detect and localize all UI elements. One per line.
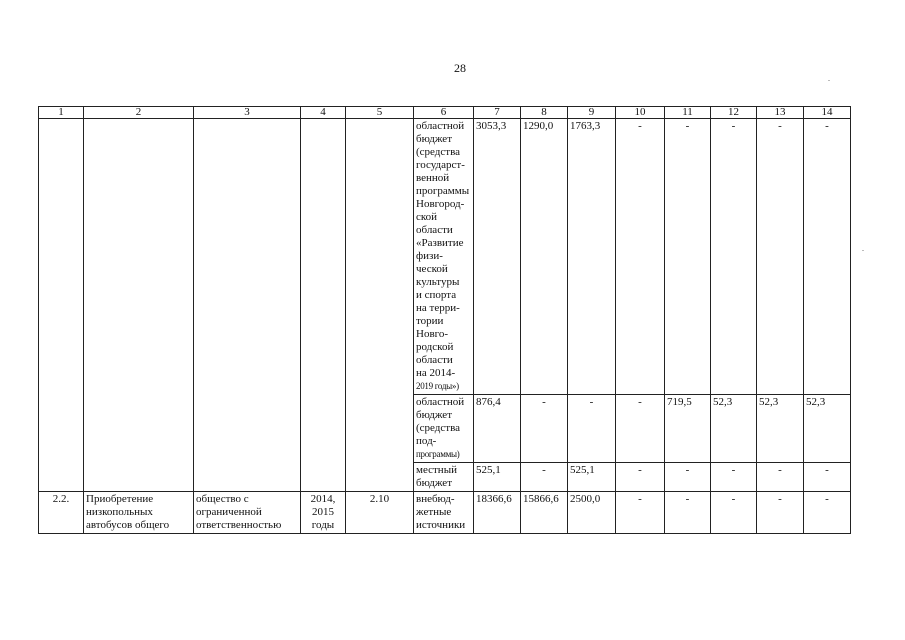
value-cell: 18366,6	[474, 492, 521, 534]
scan-speck	[828, 80, 830, 81]
header-cell: 11	[665, 107, 711, 119]
value-cell: 52,3	[804, 395, 851, 463]
value-cell: -	[616, 492, 665, 534]
header-cell: 9	[568, 107, 616, 119]
header-cell: 5	[346, 107, 414, 119]
scan-speck	[862, 250, 864, 251]
value-cell: -	[757, 492, 804, 534]
value-cell: -	[616, 119, 665, 395]
empty-cell	[301, 119, 346, 492]
value-cell: 3053,3	[474, 119, 521, 395]
value-cell: -	[757, 463, 804, 492]
page-number: 28	[454, 61, 466, 75]
value-cell: -	[711, 463, 757, 492]
value-cell: -	[804, 492, 851, 534]
empty-cell	[346, 119, 414, 492]
years-cell: 2014, 2015 годы	[301, 492, 346, 534]
funding-source-cell: областной бюджет (средства государст- венной программы Новгород- ской области «Развитие физи- ческой культуры и спорта на терри- тории Новго- родской области на 2014- 2019 годы»)	[414, 119, 474, 395]
value-cell: 52,3	[757, 395, 804, 463]
header-cell: 6	[414, 107, 474, 119]
header-cell: 13	[757, 107, 804, 119]
header-cell: 3	[194, 107, 301, 119]
value-cell: 525,1	[474, 463, 521, 492]
value-cell: -	[665, 119, 711, 395]
funding-source-cell: внебюд- жетные источники	[414, 492, 474, 534]
value-cell: -	[521, 395, 568, 463]
value-cell: -	[804, 119, 851, 395]
item-name-cell: Приобретение низкопольных автобусов общего	[84, 492, 194, 534]
value-cell: -	[665, 463, 711, 492]
header-cell: 14	[804, 107, 851, 119]
header-cell: 12	[711, 107, 757, 119]
funding-source-cell: областной бюджет (средства под- программы)	[414, 395, 474, 463]
table-row	[39, 119, 851, 395]
value-cell: 525,1	[568, 463, 616, 492]
empty-cell	[84, 119, 194, 492]
value-cell: 52,3	[711, 395, 757, 463]
value-cell: 876,4	[474, 395, 521, 463]
value-cell: -	[616, 395, 665, 463]
value-cell: 719,5	[665, 395, 711, 463]
table-row	[39, 492, 851, 534]
executor-cell: общество с ограниченной ответственностью	[194, 492, 301, 534]
target-indicator-cell: 2.10	[346, 492, 414, 534]
header-cell: 1	[39, 107, 84, 119]
value-cell: -	[711, 119, 757, 395]
funding-source-cell: местный бюджет	[414, 463, 474, 492]
value-cell: -	[665, 492, 711, 534]
header-cell: 10	[616, 107, 665, 119]
value-cell: -	[521, 463, 568, 492]
empty-cell	[39, 119, 84, 492]
empty-cell	[194, 119, 301, 492]
value-cell: 1763,3	[568, 119, 616, 395]
header-cell: 4	[301, 107, 346, 119]
value-cell: -	[711, 492, 757, 534]
value-cell: 1290,0	[521, 119, 568, 395]
header-cell: 2	[84, 107, 194, 119]
header-cell: 8	[521, 107, 568, 119]
budget-table	[38, 106, 851, 534]
header-row	[39, 107, 851, 119]
header-cell: 7	[474, 107, 521, 119]
value-cell: -	[568, 395, 616, 463]
value-cell: 15866,6	[521, 492, 568, 534]
value-cell: 2500,0	[568, 492, 616, 534]
item-number-cell: 2.2.	[39, 492, 84, 534]
value-cell: -	[757, 119, 804, 395]
value-cell: -	[804, 463, 851, 492]
value-cell: -	[616, 463, 665, 492]
